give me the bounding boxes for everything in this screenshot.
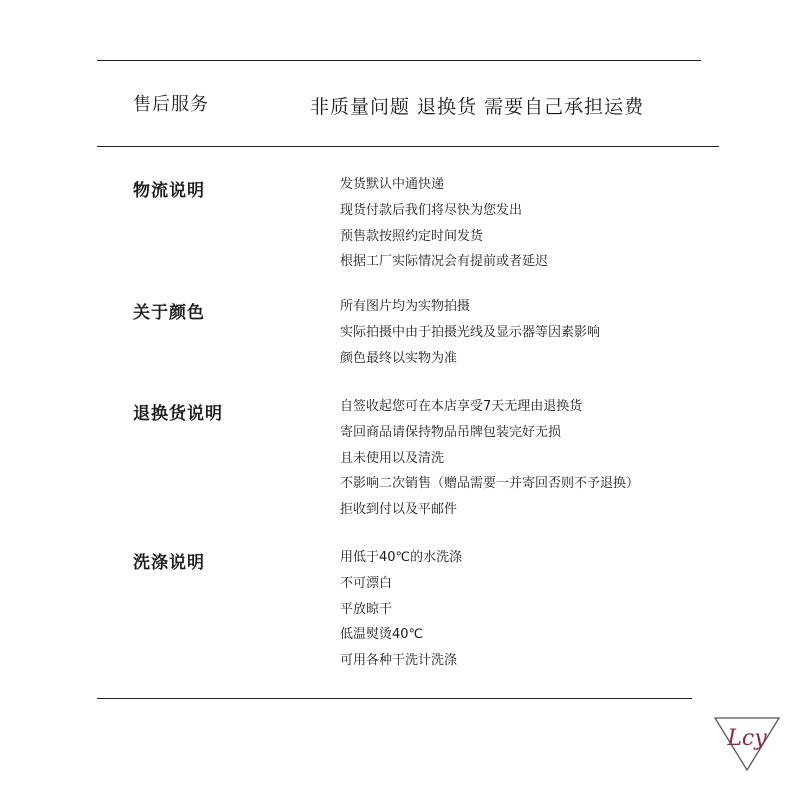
section-title: 退换货说明 xyxy=(133,404,223,424)
list-item: 低温熨烫40℃ xyxy=(340,627,424,643)
list-item: 自签收起您可在本店享受7天无理由退换货 xyxy=(340,399,583,414)
section-title: 物流说明 xyxy=(133,181,205,201)
list-item: 发货默认中通快递 xyxy=(340,177,445,192)
list-item: 所有图片均为实物拍摄 xyxy=(340,299,471,314)
list-item: 且未使用以及清洗 xyxy=(340,450,445,466)
list-item: 实际拍摄中由于拍摄光线及显示器等因素影响 xyxy=(340,324,601,340)
section-logistics-lines xyxy=(340,172,548,275)
logo-text: Lcy xyxy=(727,726,767,751)
section-washing xyxy=(133,548,205,573)
list-item: 现货付款后我们将尽快为您发出 xyxy=(340,202,523,218)
list-item: 用低于40℃的水洗涤 xyxy=(340,550,463,565)
bottom-divider xyxy=(97,698,692,699)
list-item: 预售款按照约定时间发货 xyxy=(340,228,484,244)
list-item: 颜色最终以实物为准 xyxy=(340,350,458,366)
list-item: 不可漂白 xyxy=(340,575,393,591)
middle-divider xyxy=(97,146,719,147)
list-item: 拒收到付以及平邮件 xyxy=(340,502,458,518)
list-item: 寄回商品请保持物品吊牌包装完好无损 xyxy=(340,424,562,440)
section-color-lines xyxy=(340,294,600,371)
section-washing-lines xyxy=(340,545,462,674)
section-title: 关于颜色 xyxy=(133,303,205,323)
after-sales-label: 售后服务 xyxy=(133,94,209,115)
section-color xyxy=(133,298,205,323)
section-title: 洗涤说明 xyxy=(133,553,205,573)
section-logistics xyxy=(133,176,205,201)
after-sales-text: 非质量问题 退换货 需要自己承担运费 xyxy=(310,96,645,118)
top-divider xyxy=(97,60,701,61)
list-item: 可用各种干洗计洗涤 xyxy=(340,653,458,669)
section-returns xyxy=(133,399,223,424)
list-item: 平放晾干 xyxy=(340,601,393,617)
list-item: 不影响二次销售（赠品需要一并寄回否则不予退换） xyxy=(340,476,640,492)
section-returns-lines xyxy=(340,394,639,523)
triangle-logo-icon xyxy=(712,712,782,774)
list-item: 根据工厂实际情况会有提前或者延迟 xyxy=(340,254,549,270)
